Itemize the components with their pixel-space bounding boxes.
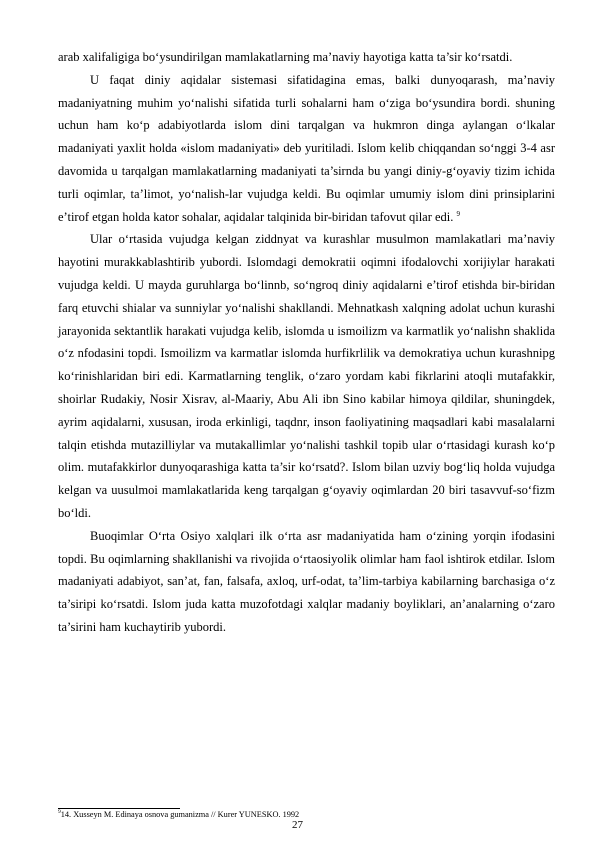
footnote-text: 14. Xusseyn M. Edinaya osnova gumanizma // Kurer YUNESKO. 1992: [60, 810, 300, 819]
footnote-divider: [58, 808, 180, 809]
paragraph-2: [58, 69, 555, 229]
footnote-reference[interactable]: 9: [456, 209, 461, 218]
footnote-marker: 9: [58, 809, 61, 816]
page-number: 27: [292, 819, 303, 831]
paragraph-1: arab xalifaligiga bo‘ysundirilgan mamlakatlarning ma’naviy hayotiga katta ta’sir ko‘rsatdi.: [58, 50, 513, 64]
paragraph-4: Buoqimlar O‘rta Osiyo xalqlari ilk o‘rta asr madaniyatida ham o‘zining yorqin ifodasini topdi. Bu oqimlarning shakllanishi va rivojida o‘rtaosiyolik olimlar ham faol ishtirok etdilar. Islom madaniyati adabiyot, san’at, fan, falsafa, axloq, urf-odat, ta’lim-tarbiya kabilarning barchasiga o‘z ta’siripi ko‘rsatdi. Islom juda katta muzofotdagi xalqlar madaniy boyliklari, an’analarning o‘zaro ta’sirini ham kuchaytirib yubordi.: [58, 528, 555, 634]
paragraph-2-text: U faqat diniy aqidalar sistemasi sifatidagina emas, balki dunyoqarash, ma’naviy madaniyatning muhim yo‘nalishi sifatida turli sohalarni ham o‘ziga bo‘ysundira bordi. shuning uchun ham ko‘p adabiyotlarda islom dini tarqalgan va hukmron dinga aylangan o‘lkalar madaniyati yaxlit holda «islom madaniyati» deb yuritiladi. Islom kelib chiqqandan so‘nggi 3-4 asr davomida u tarqalgan mamlakatlarning madaniyati ta’sirnda bu yangi diniy-g‘oyaviy tizim ichida turli oqimlar, ta’limot, yo‘nalish-lar vujudga keldi. Bu oqimlar umumiy islom dini prinsiplarini e’tirof etgan holda kator sohalar, aqidalar talqinida bir-biridan tafovut qilar edi.: [58, 72, 555, 224]
page-body: [58, 46, 555, 639]
paragraph-3: Ular o‘rtasida vujudga kelgan ziddnyat va kurashlar musulmon mamlakatlari ma’naviy hayotini murakkablashtirib yubordi. Islomdagi demokratii oqimni ifodalovchi xorijiylar harakati vujudga keldi. U mayda guruhlarga bo‘linnb, so‘ngroq diniy aqidalarni e’tirof etishda bir-biridan farq etuvchi shialar va sunniylar yo‘nalishi shakllandi. Mehnatkash xalqning adolat uchun kurashi jarayonida sektantlik harakati vujudga kelib, islomda u ismoilizm va karmatlik yo‘nalishn shaklida o‘z nfodasini topdi. Ismoilizm va karmatlar islomda hurfikrlilik va demokratiya uchun kurashnipg ko‘rinishlaridan biri edi. Karmatlarning tenglik, o‘zaro yordam kabi fikrlarini atoqli mutafakkir, shoirlar Rudakiy, Nosir Xisrav, al-Maariy, Abu Ali ibn Sino kabilar himoya qildilar, shuningdek, ayrim aqidalarni, xususan, iroda erkinligi, taqdnr, inson faoliyatining maqsadlari kabi masalalarni talqin etishda mutazilliylar va mutakallimlar yo‘nalishi tashkil topib ular o‘rtasidagi kurash ko‘p olim. mutafakkirlor dunyoqarashiga katta ta’sir ko‘rsatd?. Islom bilan uzviy bog‘liq holda vujudga kelgan va uusulmoi mamlakatlarida keng tarqalgan g‘oyaviy oqimlardan 20 biri tasavvuf-so‘fizm bo‘ldi.: [58, 232, 555, 520]
